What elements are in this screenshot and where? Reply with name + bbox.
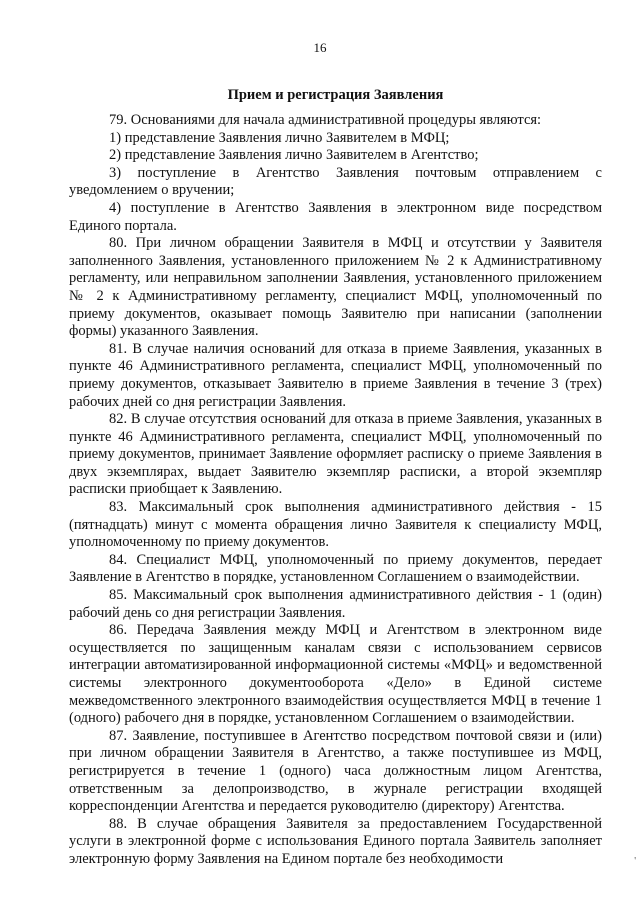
section-heading: Прием и регистрация Заявления — [227, 87, 444, 103]
paragraph-86: 86. Передача Заявления между МФЦ и Агентством в электронном виде осуществляется по защищенным каналам связи с использованием сервисов интеграции автоматизированной информационной системы «МФЦ» и ведомственной системы электронного документооборота «Дело» в Единой системе межведомственного электронного взаимодействия осуществляется МФЦ в течение 1 (одного) рабочего дня в порядке, установленном Соглашением о взаимодействии. — [69, 622, 602, 727]
paragraph-82: 82. В случае отсутствия оснований для отказа в приеме Заявления, указанных в пункте 46 Административного регламента, специалист МФЦ, уполномоченный по приему документов, принимает Заявление оформляет расписку о приеме Заявления в двух экземплярах, выдает Заявителю экземпляр расписки, а второй экземпляр расписки приобщает к Заявлению. — [69, 411, 602, 498]
paragraph-85: 85. Максимальный срок выполнения административного действия - 1 (один) рабочий день со дня регистрации Заявления. — [69, 587, 602, 621]
paragraph-88: 88. В случае обращения Заявителя за предоставлением Государственной услуги в электронной форме с использования Единого портала Заявитель заполняет электронную форму Заявления на Едином портале без необходимости — [69, 815, 602, 867]
paragraph-79-item-1: 1) представление Заявления лично Заявителем в МФЦ; — [109, 129, 450, 146]
paragraph-81: 81. В случае наличия оснований для отказа в приеме Заявления, указанных в пункте 46 Административного регламента, специалист МФЦ, уполномоченный по приему документов, отказывает Заявителю в приеме Заявления в течение 3 (трех) рабочих дней со дня регистрации Заявления. — [69, 340, 602, 410]
paragraph-79-item-4: 4) поступление в Агентство Заявления в электронном виде посредством Единого портала. — [69, 199, 602, 234]
scan-edge-mark: ' — [634, 856, 636, 867]
page-number: 16 — [313, 40, 327, 55]
paragraph-79: 79. Основаниями для начала административной процедуры являются: — [109, 112, 542, 128]
paragraph-80: 80. При личном обращении Заявителя в МФЦ и отсутствии у Заявителя заполненного Заявления, установленного приложением № 2 к Административному регламенту, или неправильном заполнении Заявления, установленного приложением № 2 к Административному регламенту, специалист МФЦ, уполномоченный по приему документов, оказывает помощь Заявителю при написании (заполнении формы) указанного Заявления. — [69, 235, 602, 340]
paragraph-79-item-2: 2) представление Заявления лично Заявителем в Агентство; — [109, 147, 479, 164]
paragraph-79-item-3: 3) поступление в Агентство Заявления почтовым отправлением с уведомлением о вручении; — [69, 164, 602, 199]
document-body — [69, 86, 602, 869]
paragraph-84: 84. Специалист МФЦ, уполномоченный по приему документов, передает Заявление в Агентство в порядке, установленном Соглашением о взаимодействии. — [69, 551, 602, 586]
paragraph-83: 83. Максимальный срок выполнения административного действия - 15 (пятнадцать) минут с момента обращения лично Заявителя к специалисту МФЦ, уполномоченному по приему документов. — [69, 499, 602, 551]
paragraph-87: 87. Заявление, поступившее в Агентство посредством почтовой связи и (или) при личном обращении Заявителя в Агентство, а также поступившее из МФЦ, регистрируется в течение 1 (одного) часа должностным лицом Агентства, ответственным за делопроизводство, в журнале регистрации входящей корреспонденции Агентства и передается руководителю (директору) Агентства. — [69, 727, 602, 815]
